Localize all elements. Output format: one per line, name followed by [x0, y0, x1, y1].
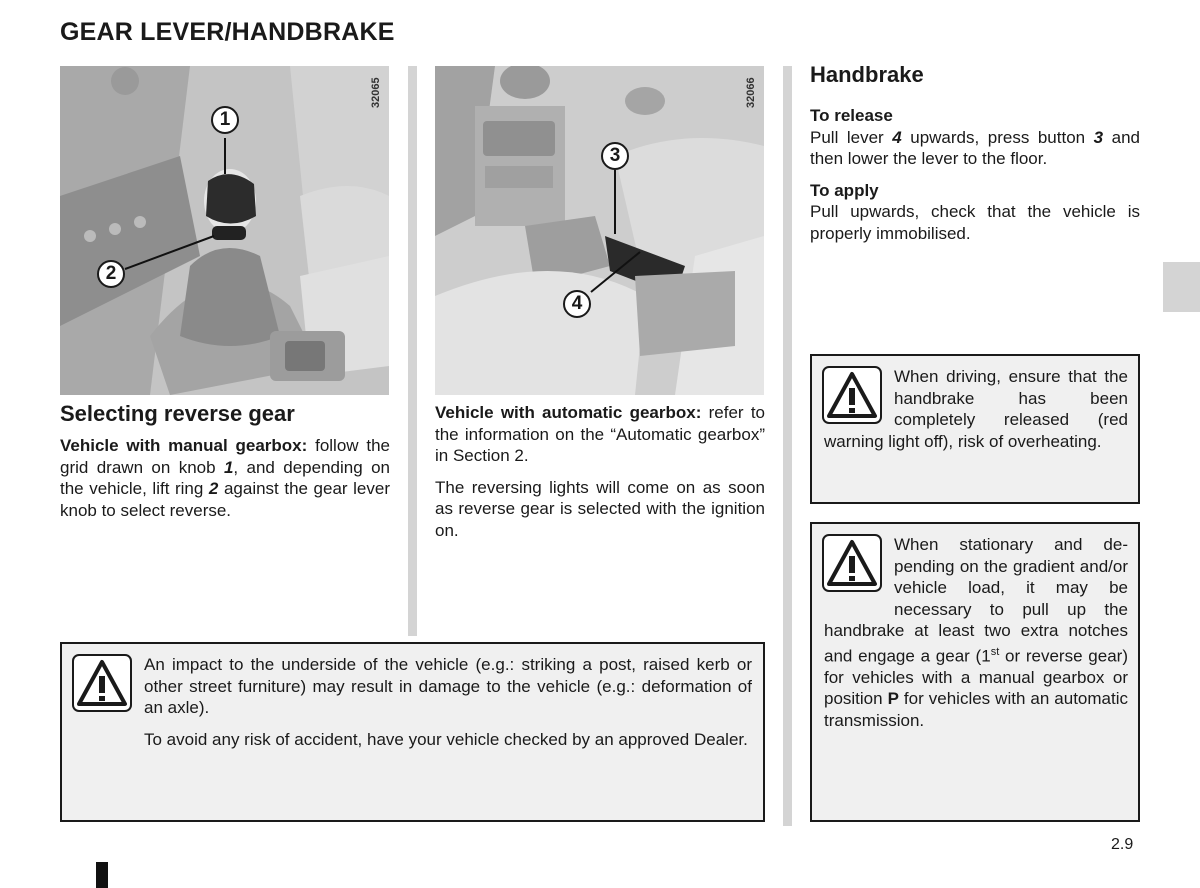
- photo-code: 32065: [370, 77, 382, 108]
- page-title: GEAR LEVER/HANDBRAKE: [60, 18, 395, 46]
- apply-label: To apply: [810, 180, 879, 200]
- warning-box-stationary: [810, 522, 1140, 822]
- reverse-heading: Selecting reverse gear: [60, 401, 295, 426]
- release-text: and then lower the lever to the floor.: [810, 127, 1140, 168]
- callout-4: 4: [563, 290, 591, 318]
- ordinal-suffix: st: [990, 645, 1000, 658]
- manual-gearbox-text: [60, 435, 390, 521]
- warning-impact-text: An impact to the underside of the vehicle (e.g.: striking a post, raised kerb or other street furniture) may result in damage to the vehicle (e.g.: deformation of an axle).: [144, 655, 752, 717]
- page-edge-mark: [96, 862, 108, 888]
- release-text: Pull lever: [810, 127, 893, 147]
- auto-text: refer to the information on the “Automatic gearbox” in Section 2.: [435, 403, 765, 465]
- callout-1: 1: [211, 106, 239, 134]
- callout-2: 2: [97, 260, 125, 288]
- lever-ref: 4: [892, 127, 902, 147]
- handbrake-heading: Handbrake: [810, 62, 924, 87]
- page-number: 2.9: [1111, 836, 1134, 853]
- warning-box-impact: [60, 642, 765, 822]
- warning-driving-text: When driving, ensure that the handbrake has been completely released (red warning light off), risk of overheating.: [824, 367, 1128, 451]
- apply-text: Pull upwards, check that the vehicle is properly immobilised.: [810, 202, 1140, 243]
- handbrake-photo: [435, 66, 764, 395]
- release-text: upwards, press button: [901, 127, 1094, 147]
- release-label: To release: [810, 106, 893, 125]
- warning-stationary-text: for vehicles with an automatic transmission.: [824, 689, 1128, 730]
- knob-ref: 1: [223, 457, 234, 477]
- automatic-gearbox-text: [435, 402, 765, 551]
- manual-text: against the gear lever knob to select reverse.: [60, 479, 391, 520]
- auto-label: Vehicle with automatic gearbox:: [435, 403, 702, 422]
- warning-stationary-text: or reverse gear) for vehicles with a manual gearbox or position: [824, 646, 1128, 709]
- position-p: P: [887, 689, 899, 709]
- manual-text: , and depending on the vehicle, lift ring: [60, 457, 390, 498]
- column-divider-right: [783, 66, 792, 826]
- manual-label: Vehicle with manual gearbox:: [60, 436, 308, 455]
- ring-ref: 2: [208, 479, 219, 498]
- section-tab: [1163, 262, 1200, 312]
- warning-stationary-text: When stationary and depending on the gradient and/or vehicle load, it may be necessary to pull up the handbrake at least two extra notches and engage a gear (1: [824, 535, 1128, 666]
- column-divider-left: [408, 66, 417, 636]
- button-ref: 3: [1093, 127, 1104, 147]
- warning-box-driving: [810, 354, 1140, 504]
- photo-code: 32066: [745, 77, 757, 108]
- callout-3: 3: [601, 142, 629, 170]
- gear-lever-photo: [60, 66, 389, 395]
- manual-text: follow the grid drawn on knob: [60, 436, 390, 477]
- reversing-lights-text: The reversing lights will come on as soon as reverse gear is selected with the ignition on.: [435, 477, 765, 540]
- handbrake-text: [810, 105, 1140, 254]
- warning-dealer-text: To avoid any risk of accident, have your vehicle checked by an approved Dealer.: [144, 729, 748, 749]
